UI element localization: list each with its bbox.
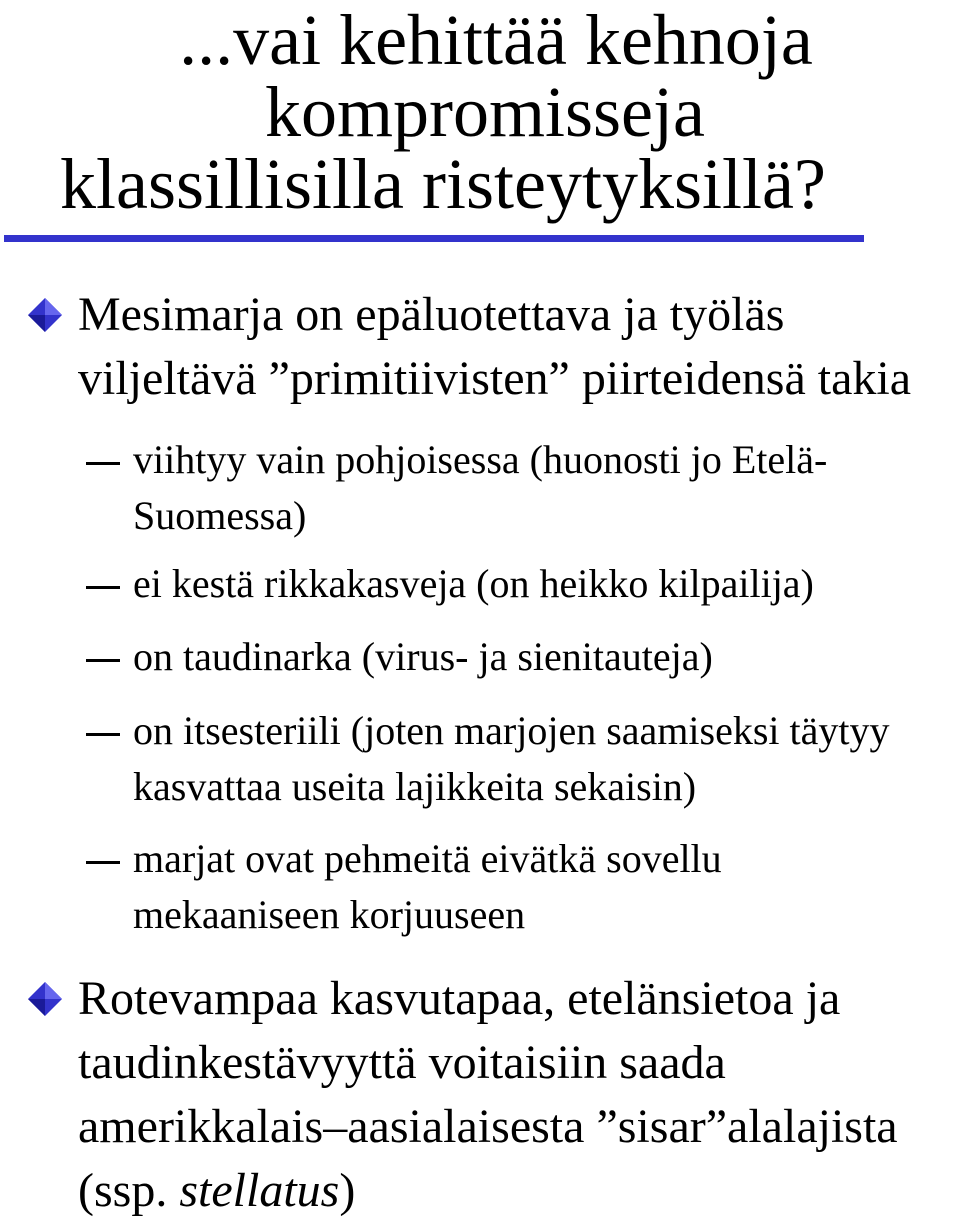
subitem-5 (133, 831, 722, 943)
page-title (0, 0, 960, 224)
subitem-4-line-1: on itsesteriili (joten marjojen saamiseksi täytyy (133, 708, 890, 753)
bullet-2-line-3: amerikkalais–aasialaisesta ”sisar”alalajista (78, 1100, 898, 1153)
bullet-item-1 (78, 283, 911, 411)
bullet-2-line-4-suffix: ) (339, 1164, 356, 1217)
bullet-2-line-1: Rotevampaa kasvutapaa, etelänsietoa ja (78, 972, 841, 1025)
subitem-3-line-1: on taudinarka (virus- ja sienitauteja) (133, 634, 713, 679)
bullet-1-line-1: Mesimarja on epäluotettava ja työläs (78, 288, 785, 341)
species-name: stellatus (179, 1164, 340, 1217)
subitem-3 (133, 629, 713, 685)
diamond-bullet-icon (28, 298, 62, 332)
subitem-1-line-2: Suomessa) (133, 493, 307, 538)
subitem-5-line-1: marjat ovat pehmeitä eivätkä sovellu (133, 836, 722, 881)
subitem-2-line-1: ei kestä rikkakasveja (on heikko kilpailija) (133, 561, 814, 606)
bullet-2-line-2: taudinkestävyyttä voitaisiin saada (78, 1036, 726, 1089)
title-divider (4, 235, 864, 242)
subitem-5-line-2: mekaaniseen korjuuseen (133, 892, 526, 937)
bullet-2-line-4 (78, 1159, 898, 1223)
dash-icon (86, 586, 120, 589)
bullet-item-2 (78, 967, 898, 1223)
diamond-bullet-icon (28, 982, 62, 1016)
dash-icon (86, 462, 120, 465)
dash-icon (86, 733, 120, 736)
subitem-2 (133, 556, 814, 612)
subitem-4 (133, 703, 890, 815)
bullet-2-line-4-prefix: (ssp. (78, 1164, 180, 1217)
title-line-2: kompromisseja (265, 72, 705, 152)
bullet-1-line-2: viljeltävä ”primitiivisten” piirteidensä takia (78, 352, 912, 405)
dash-icon (86, 861, 120, 864)
title-line-3: klassillisilla risteytyksillä? (60, 144, 826, 224)
subitem-1-line-1: viihtyy vain pohjoisessa (huonosti jo Etelä- (133, 437, 828, 482)
subitem-1 (133, 432, 827, 544)
subitem-4-line-2: kasvattaa useita lajikkeita sekaisin) (133, 764, 697, 809)
dash-icon (86, 659, 120, 662)
title-line-1: ...vai kehittää kehnoja (179, 0, 813, 80)
